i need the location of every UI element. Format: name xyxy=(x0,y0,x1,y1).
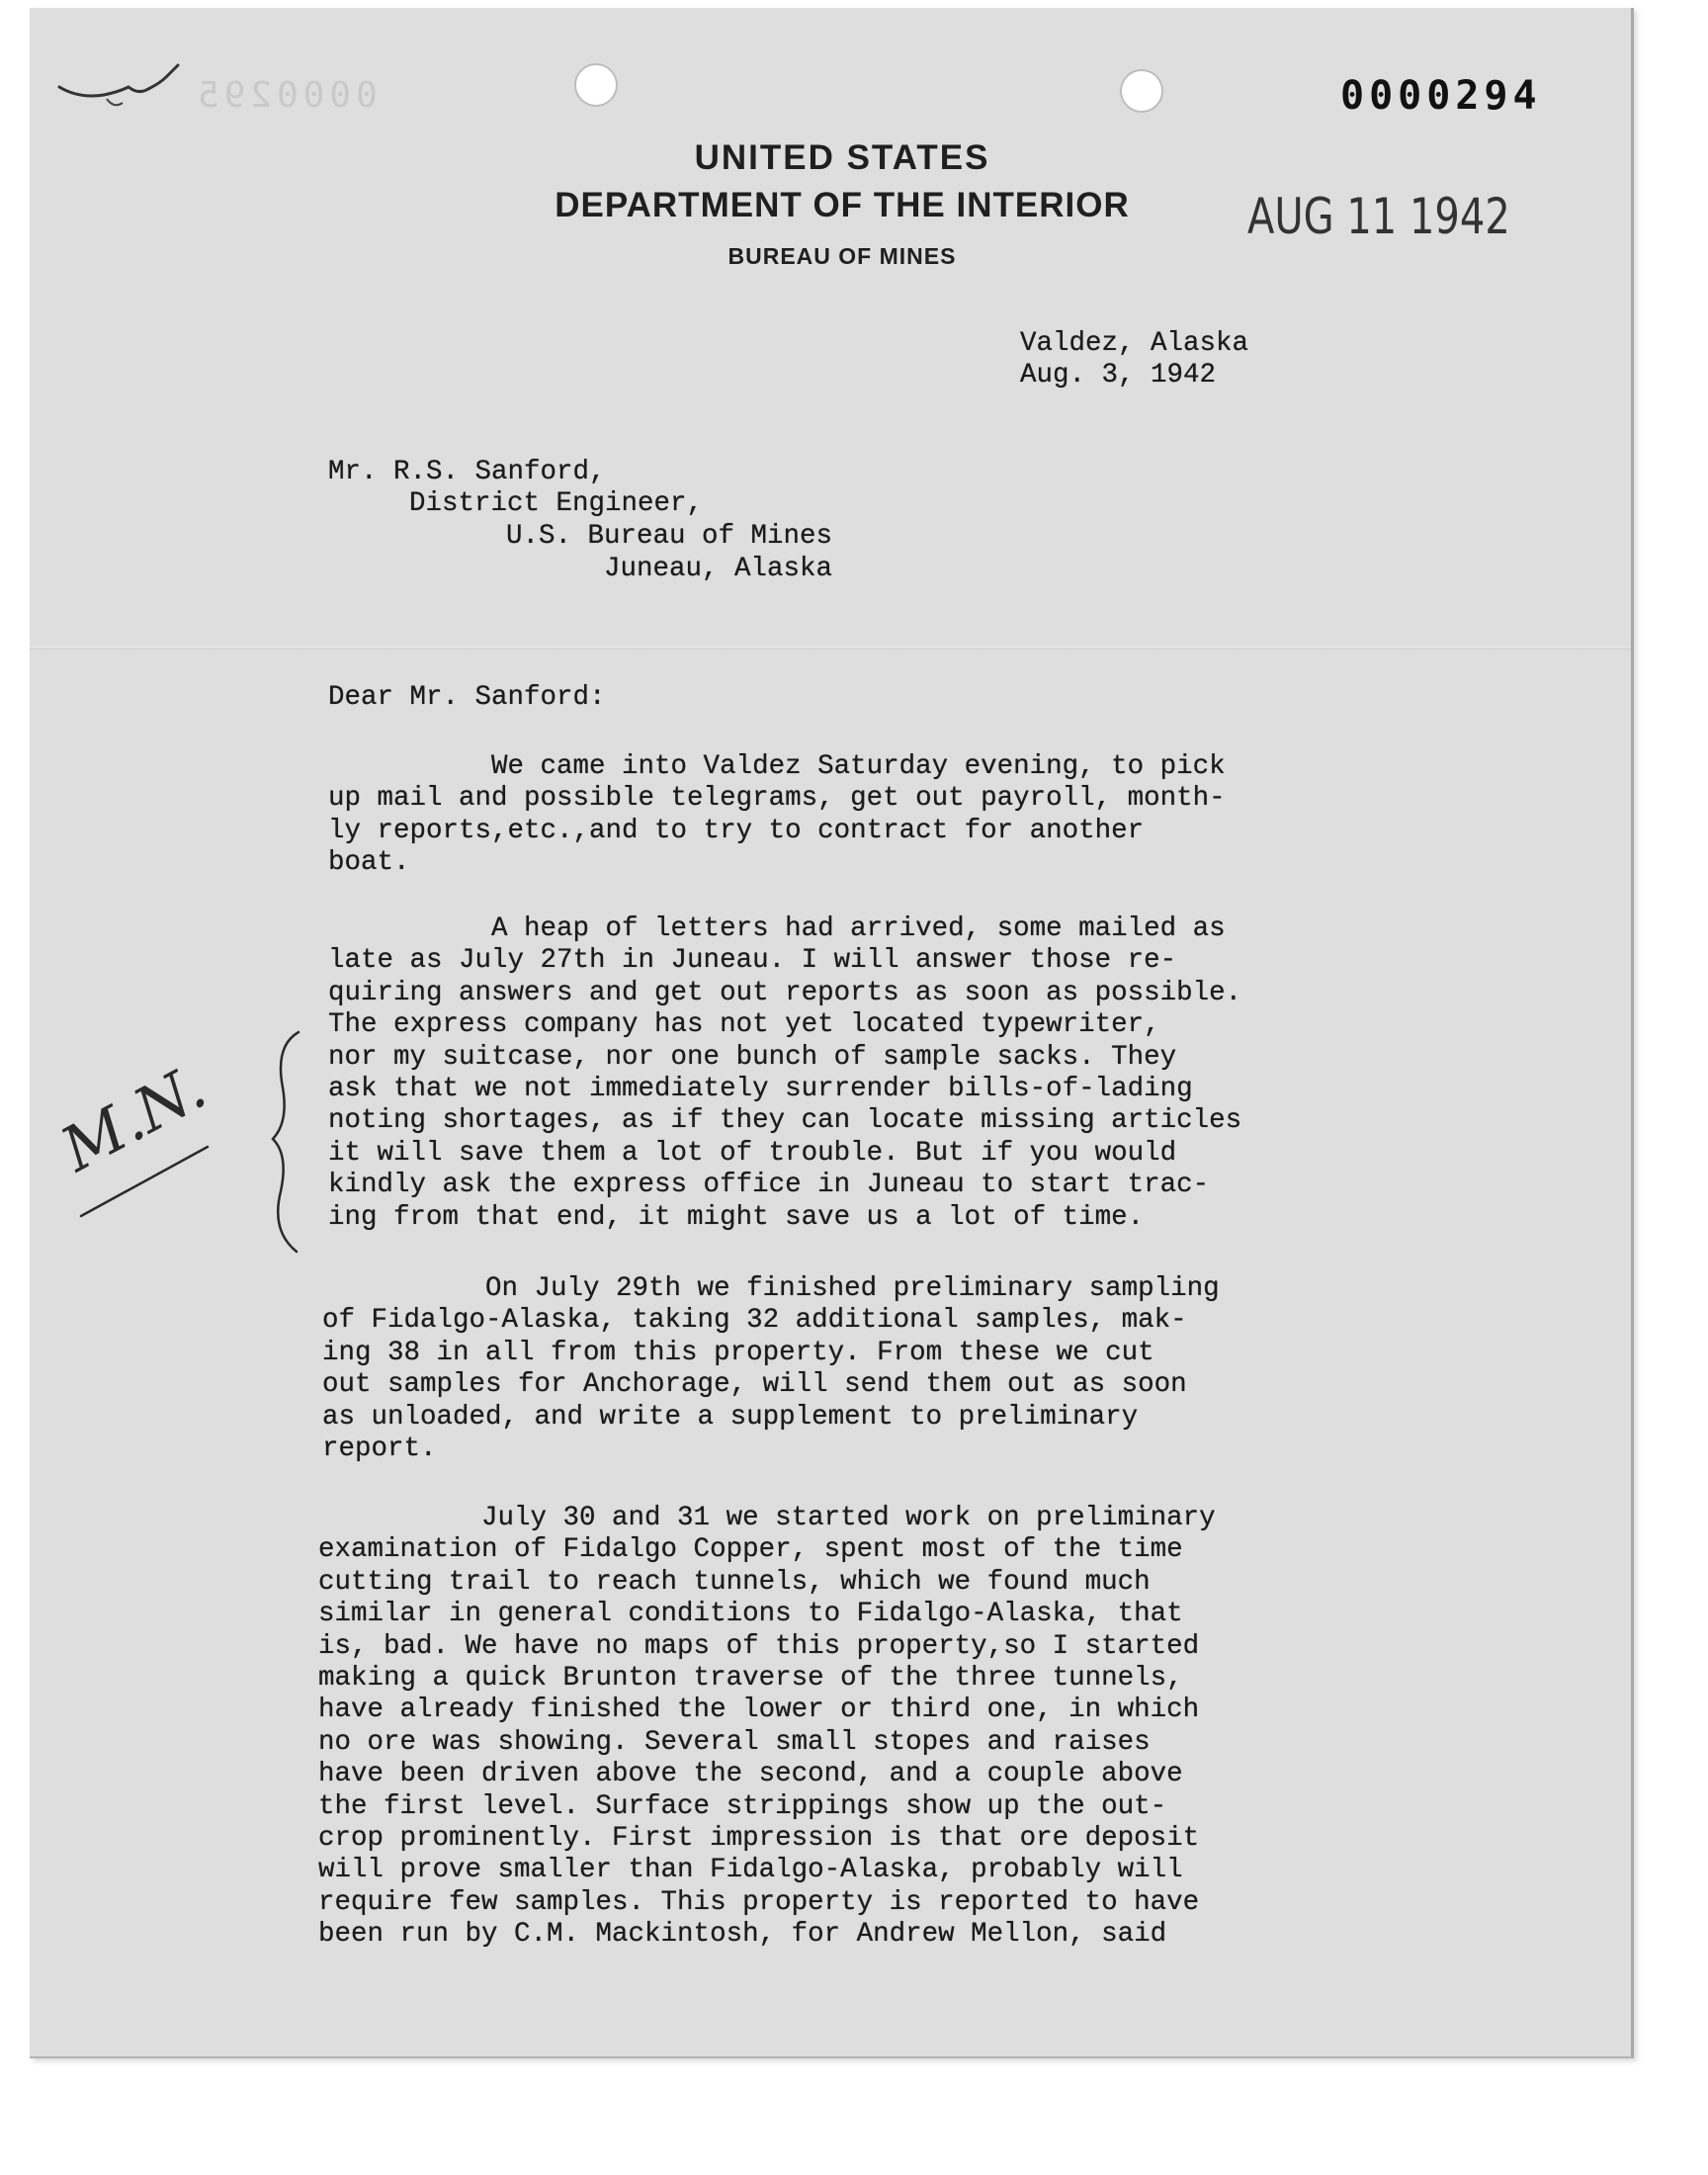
paper-fold-line xyxy=(30,647,1631,650)
body-line: ask that we not immediately surrender bills-of-lading xyxy=(328,1074,1193,1105)
body-line: On July 29th we finished preliminary sampling xyxy=(322,1273,1220,1304)
bleed-through-number: 0000295 xyxy=(193,75,378,116)
body-line: late as July 27th in Juneau. I will answer those re- xyxy=(328,945,1177,977)
body-line: kindly ask the express office in Juneau to start trac- xyxy=(328,1170,1210,1201)
body-line: it will save them a lot of trouble. But if you would xyxy=(328,1137,1177,1169)
paragraph-4 xyxy=(318,1503,1216,1952)
body-line: July 30 and 31 we started work on preliminary xyxy=(318,1503,1216,1533)
pencil-scribble-icon xyxy=(49,38,188,117)
body-line: similar in general conditions to Fidalgo-Alaska, that xyxy=(318,1599,1183,1630)
dateline-place: Valdez, Alaska xyxy=(1020,328,1249,359)
paragraph-1 xyxy=(328,751,1226,880)
punch-hole-left-icon xyxy=(574,63,618,107)
letterhead-line-2: DEPARTMENT OF THE INTERIOR xyxy=(555,186,1130,224)
body-line: making a quick Brunton traverse of the three tunnels, xyxy=(318,1663,1183,1695)
received-date-stamp: AUG 11 1942 xyxy=(1247,188,1510,245)
punch-hole-right-icon xyxy=(1120,69,1163,113)
paragraph-2 xyxy=(328,914,1241,1234)
letterhead-bureau: BUREAU OF MINES xyxy=(727,243,957,269)
body-line: noting shortages, as if they can locate missing articles xyxy=(328,1105,1242,1137)
body-line: have been driven above the second, and a couple above xyxy=(318,1759,1183,1790)
salutation: Dear Mr. Sanford: xyxy=(328,682,606,713)
body-line: report. xyxy=(322,1434,437,1465)
body-line: A heap of letters had arrived, some mailed as xyxy=(328,914,1226,944)
body-line: as unloaded, and write a supplement to preliminary xyxy=(322,1401,1139,1433)
letterhead-line-1: UNITED STATES xyxy=(694,138,990,177)
handwritten-initials-mn xyxy=(49,1028,217,1226)
body-line: require few samples. This property is reported to have xyxy=(318,1886,1200,1918)
body-line: have already finished the lower or third one, in which xyxy=(318,1695,1200,1726)
body-line: cutting trail to reach tunnels, which we found much xyxy=(318,1566,1151,1598)
paragraph-3 xyxy=(322,1273,1220,1465)
body-line: up mail and possible telegrams, get out payroll, month- xyxy=(328,783,1226,815)
recipient-city: Juneau, Alaska xyxy=(604,554,833,584)
body-line: nor my suitcase, nor one bunch of sample sacks. They xyxy=(328,1041,1177,1073)
dateline-date: Aug. 3, 1942 xyxy=(1020,360,1217,391)
body-line: boat. xyxy=(328,847,410,879)
body-line: ing from that end, it might save us a lot of time. xyxy=(328,1201,1145,1233)
body-line: examination of Fidalgo Copper, spent most of the time xyxy=(318,1534,1183,1566)
body-line: been run by C.M. Mackintosh, for Andrew Mellon, said xyxy=(318,1919,1167,1951)
body-line: of Fidalgo-Alaska, taking 32 additional samples, mak- xyxy=(322,1305,1187,1337)
body-line: We came into Valdez Saturday evening, to pick xyxy=(328,751,1226,782)
body-line: ing 38 in all from this property. From these we cut xyxy=(322,1337,1154,1368)
body-line: The express company has not yet located typewriter, xyxy=(328,1009,1160,1041)
handwritten-brace-icon xyxy=(267,1028,316,1256)
recipient-name: Mr. R.S. Sanford, xyxy=(328,457,606,487)
body-line: ly reports,etc.,and to try to contract for another xyxy=(328,815,1145,846)
recipient-title: District Engineer, xyxy=(409,488,704,519)
recipient-office: U.S. Bureau of Mines xyxy=(506,521,833,552)
body-line: is, bad. We have no maps of this property,so I started xyxy=(318,1630,1200,1662)
body-line: out samples for Anchorage, will send them out as soon xyxy=(322,1369,1187,1401)
margin-note-text: M.N. xyxy=(49,1050,217,1186)
body-line: quiring answers and get out reports as soon as possible. xyxy=(328,977,1242,1008)
body-line: the first level. Surface strippings show up the out- xyxy=(318,1790,1167,1822)
body-line: no ore was showing. Several small stopes and raises xyxy=(318,1726,1151,1758)
body-line: crop prominently. First impression is that ore deposit xyxy=(318,1823,1200,1855)
body-line: will prove smaller than Fidalgo-Alaska, probably will xyxy=(318,1855,1183,1886)
document-number-stamp: 0000294 xyxy=(1340,73,1542,119)
